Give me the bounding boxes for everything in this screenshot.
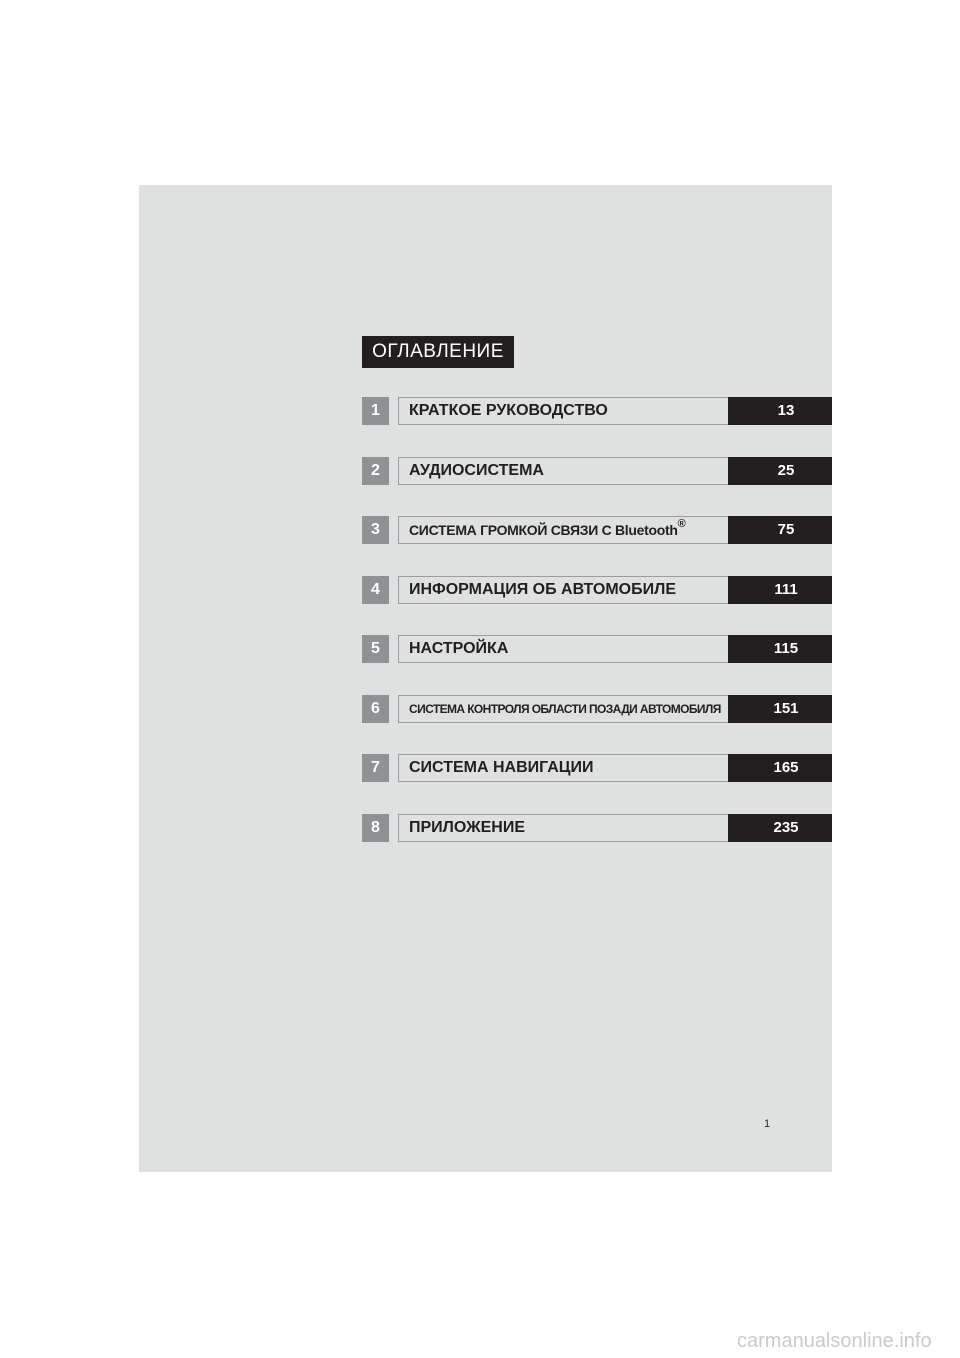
chapter-page[interactable]: 13 [728, 397, 832, 425]
chapter-page[interactable]: 165 [728, 754, 832, 782]
toc-entry-6[interactable] [362, 695, 832, 723]
chapter-title[interactable]: ИНФОРМАЦИЯ ОБ АВТОМОБИЛЕ [398, 576, 738, 604]
chapter-title[interactable]: КРАТКОЕ РУКОВОДСТВО [398, 397, 738, 425]
toc-entry-3[interactable] [362, 516, 832, 544]
chapter-number: 7 [362, 754, 389, 782]
toc-entry-7[interactable] [362, 754, 832, 782]
toc-entry-1[interactable] [362, 397, 832, 425]
chapter-title[interactable]: СИСТЕМА НАВИГАЦИИ [398, 754, 738, 782]
chapter-title[interactable]: АУДИОСИСТЕМА [398, 457, 738, 485]
page-number: 1 [764, 1118, 771, 1130]
chapter-page[interactable]: 115 [728, 635, 832, 663]
toc-entry-5[interactable] [362, 635, 832, 663]
chapter-number: 3 [362, 516, 389, 544]
toc-entry-8[interactable] [362, 814, 832, 842]
chapter-page[interactable]: 75 [728, 516, 832, 544]
content-panel [139, 185, 832, 1172]
chapter-title-text: СИСТЕМА ГРОМКОЙ СВЯЗИ С Bluetooth [409, 522, 678, 538]
chapter-title[interactable] [398, 516, 738, 544]
chapter-page[interactable]: 25 [728, 457, 832, 485]
registered-mark: ® [677, 518, 686, 531]
toc-entry-4[interactable] [362, 576, 832, 604]
chapter-page[interactable]: 151 [728, 695, 832, 723]
chapter-number: 6 [362, 695, 389, 723]
chapter-number: 5 [362, 635, 389, 663]
chapter-number: 8 [362, 814, 389, 842]
chapter-page[interactable]: 235 [728, 814, 832, 842]
toc-entry-2[interactable] [362, 457, 832, 485]
watermark: carmanualsonline.info [737, 1330, 932, 1352]
chapter-number: 4 [362, 576, 389, 604]
chapter-title[interactable]: ПРИЛОЖЕНИЕ [398, 814, 738, 842]
toc-heading: ОГЛАВЛЕНИЕ [362, 336, 514, 368]
chapter-number: 1 [362, 397, 389, 425]
chapter-title[interactable]: СИСТЕМА КОНТРОЛЯ ОБЛАСТИ ПОЗАДИ АВТОМОБИЛЯ [398, 695, 738, 723]
chapter-title[interactable]: НАСТРОЙКА [398, 635, 738, 663]
chapter-page[interactable]: 111 [728, 576, 832, 604]
chapter-number: 2 [362, 457, 389, 485]
